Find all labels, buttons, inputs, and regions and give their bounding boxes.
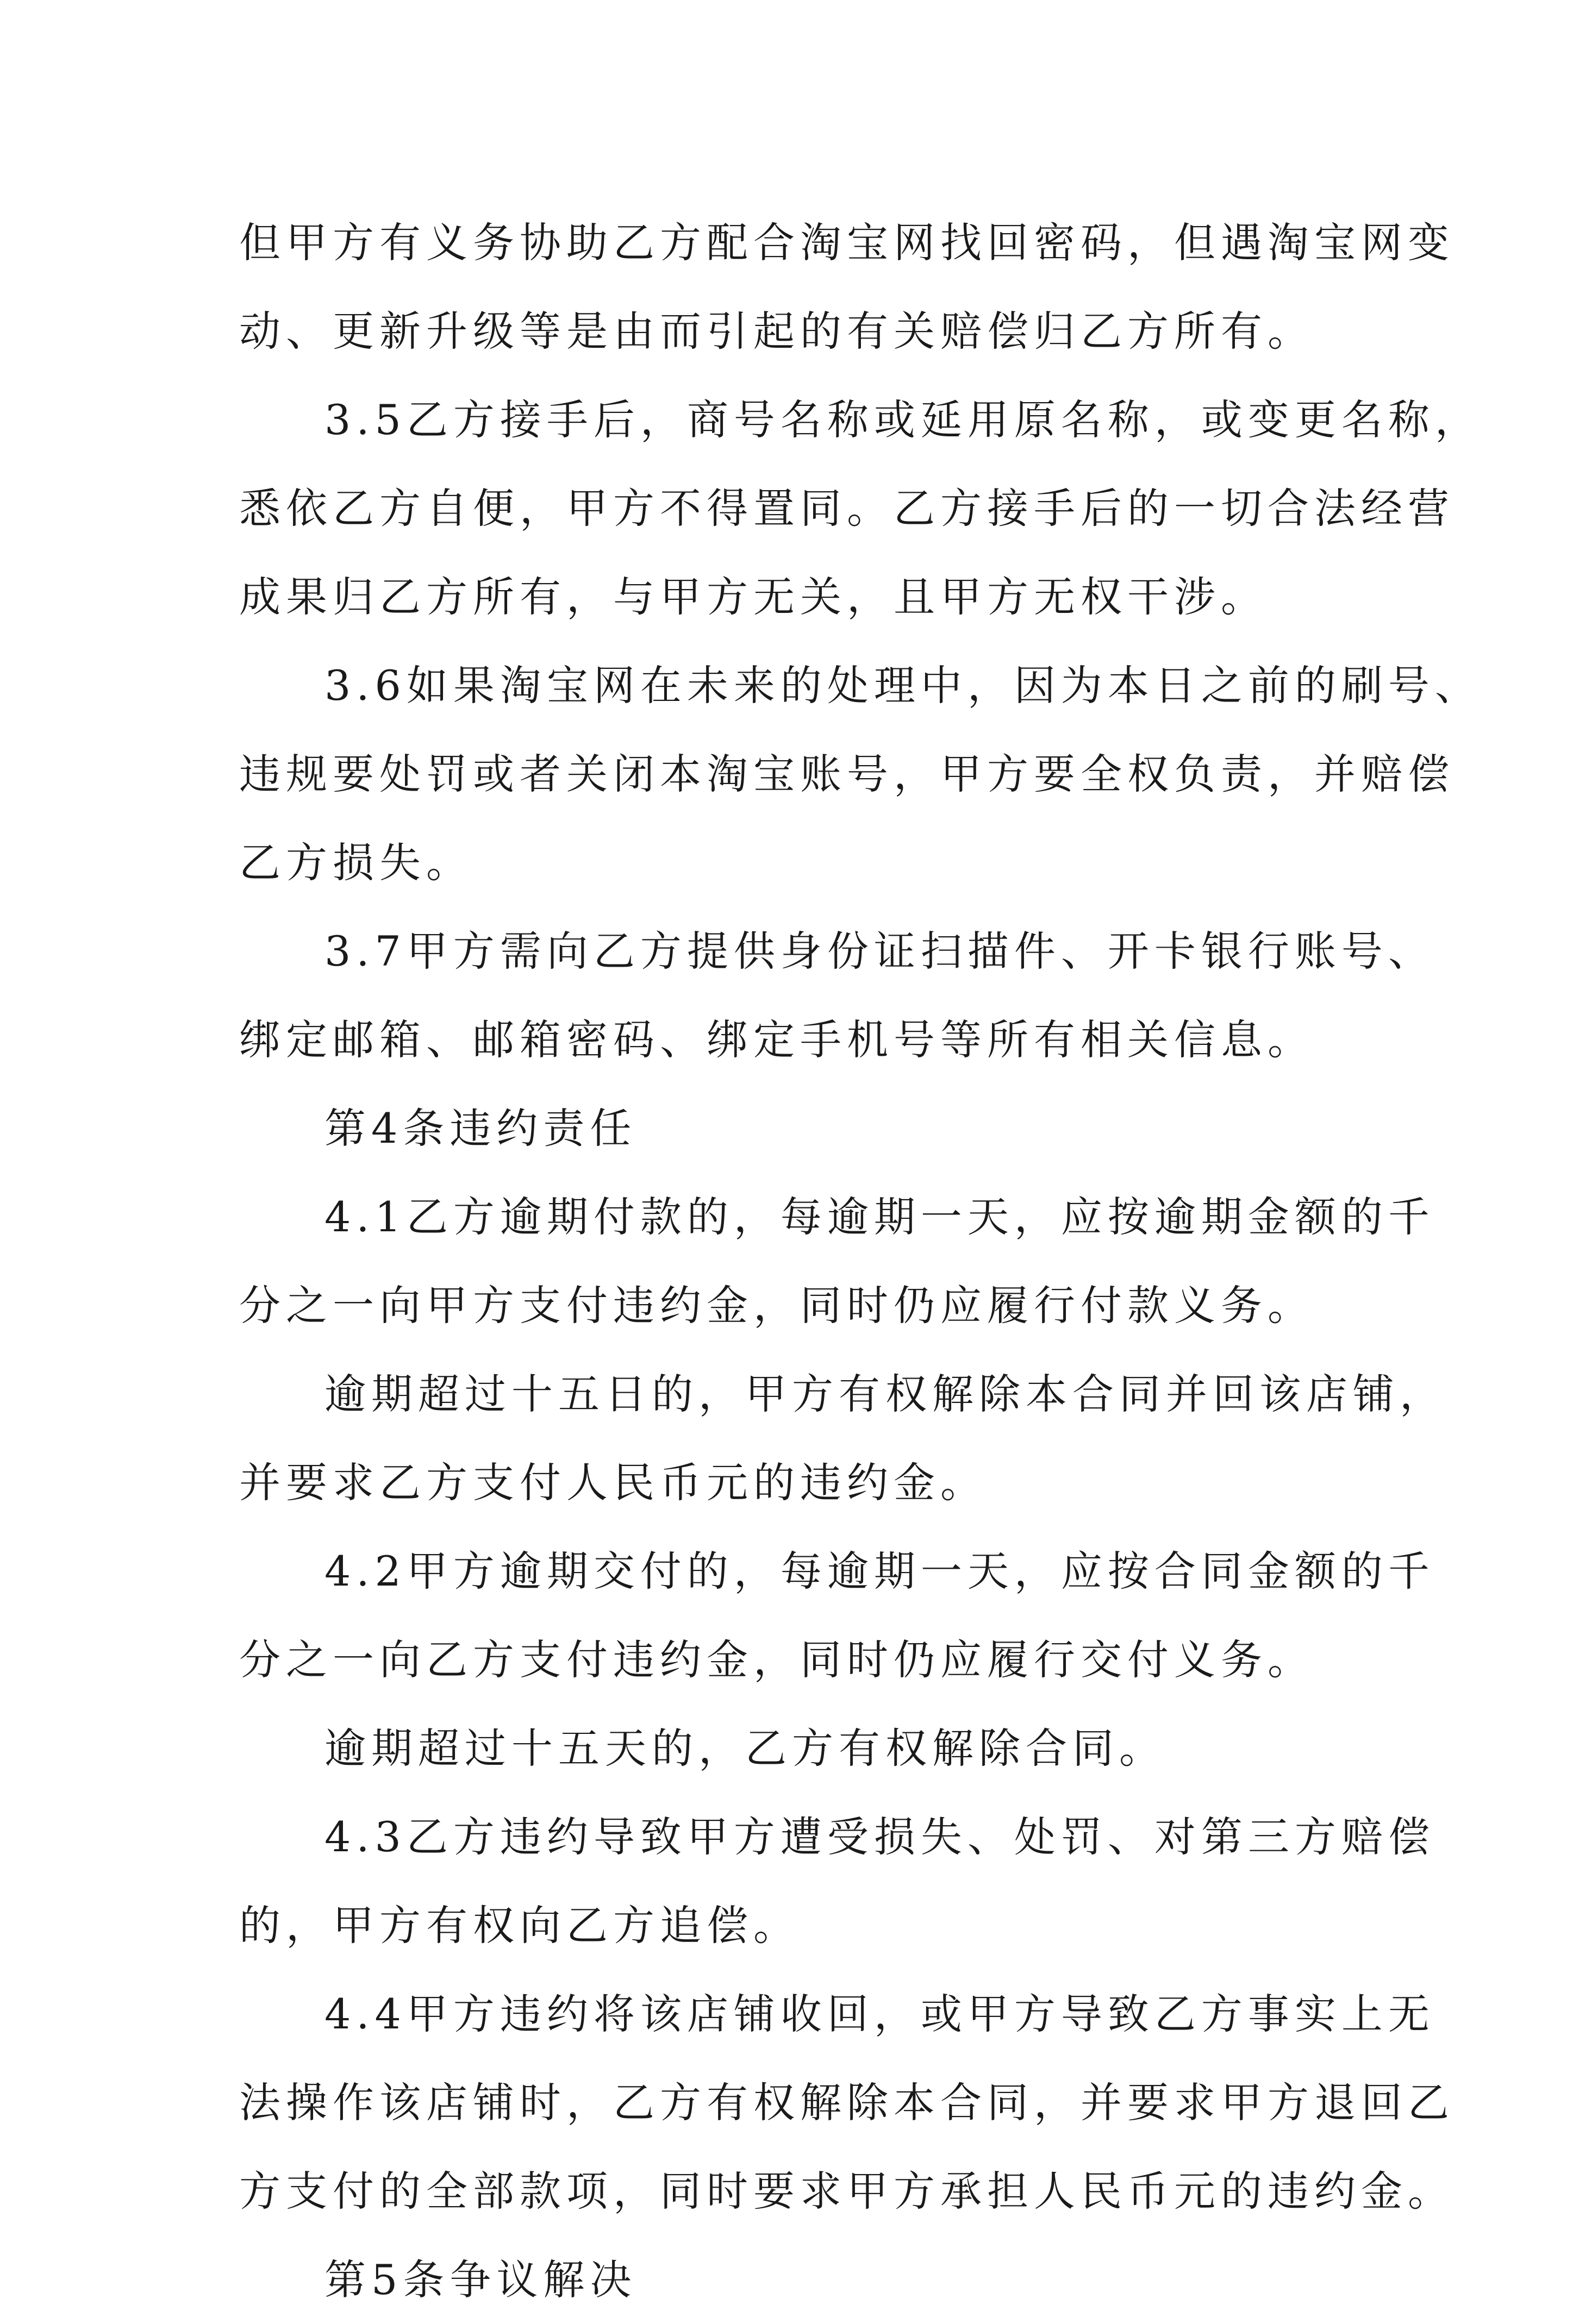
text-line-20: 的，甲方有权向乙方追偿。 (239, 1901, 800, 1950)
clause-4-2: 4.2甲方逾期交付的，每逾期一天，应按合同金额的千 (324, 1547, 1435, 1595)
text-line-15: 并要求乙方支付人民币元的违约金。 (239, 1458, 987, 1507)
document-body (239, 198, 1482, 2324)
text-line-2: 动、更新升级等是由而引起的有关赔偿归乙方所有。 (239, 307, 1314, 355)
text-line-1: 但甲方有义务协助乙方配合淘宝网找回密码，但遇淘宝网变 (239, 218, 1455, 267)
clause-3-6: 3.6如果淘宝网在未来的处理中，因为本日之前的刷号、 (324, 661, 1482, 710)
clause-3-5: 3.5乙方接手后，商号名称或延用原名称，或变更名称， (324, 396, 1482, 444)
text-line-22: 法操作该店铺时，乙方有权解除本合同，并要求甲方退回乙 (239, 2078, 1455, 2127)
clause-4-4: 4.4甲方违约将该店铺收回，或甲方导致乙方事实上无 (324, 1990, 1435, 2038)
text-line-18: 逾期超过十五天的，乙方有权解除合同。 (324, 1724, 1166, 1772)
clause-4-3: 4.3乙方违约导致甲方遭受损失、处罚、对第三方赔偿 (324, 1813, 1435, 1861)
text-line-23: 方支付的全部款项，同时要求甲方承担人民币元的违约金。 (239, 2167, 1455, 2215)
clause-4-1: 4.1乙方逾期付款的，每逾期一天，应按逾期金额的千 (324, 1193, 1435, 1241)
text-line-10: 绑定邮箱、邮箱密码、绑定手机号等所有相关信息。 (239, 1016, 1314, 1064)
text-line-5: 成果归乙方所有，与甲方无关，且甲方无权干涉。 (239, 573, 1268, 621)
text-line-4: 悉依乙方自便，甲方不得置同。乙方接手后的一切合法经营 (239, 484, 1455, 533)
clause-3-7: 3.7甲方需向乙方提供身份证扫描件、开卡银行账号、 (324, 927, 1435, 975)
text-line-17: 分之一向乙方支付违约金，同时仍应履行交付义务。 (239, 1636, 1314, 1684)
section-heading-5: 第5条争议解决 (324, 2256, 637, 2304)
text-line-13: 分之一向甲方支付违约金，同时仍应履行付款义务。 (239, 1281, 1314, 1330)
section-heading-4: 第4条违约责任 (324, 1104, 637, 1152)
text-line-7: 违规要处罚或者关闭本淘宝账号，甲方要全权负责，并赔偿 (239, 750, 1455, 798)
text-line-14: 逾期超过十五日的，甲方有权解除本合同并回该店铺， (324, 1370, 1446, 1418)
text-line-8: 乙方损失。 (239, 838, 473, 887)
